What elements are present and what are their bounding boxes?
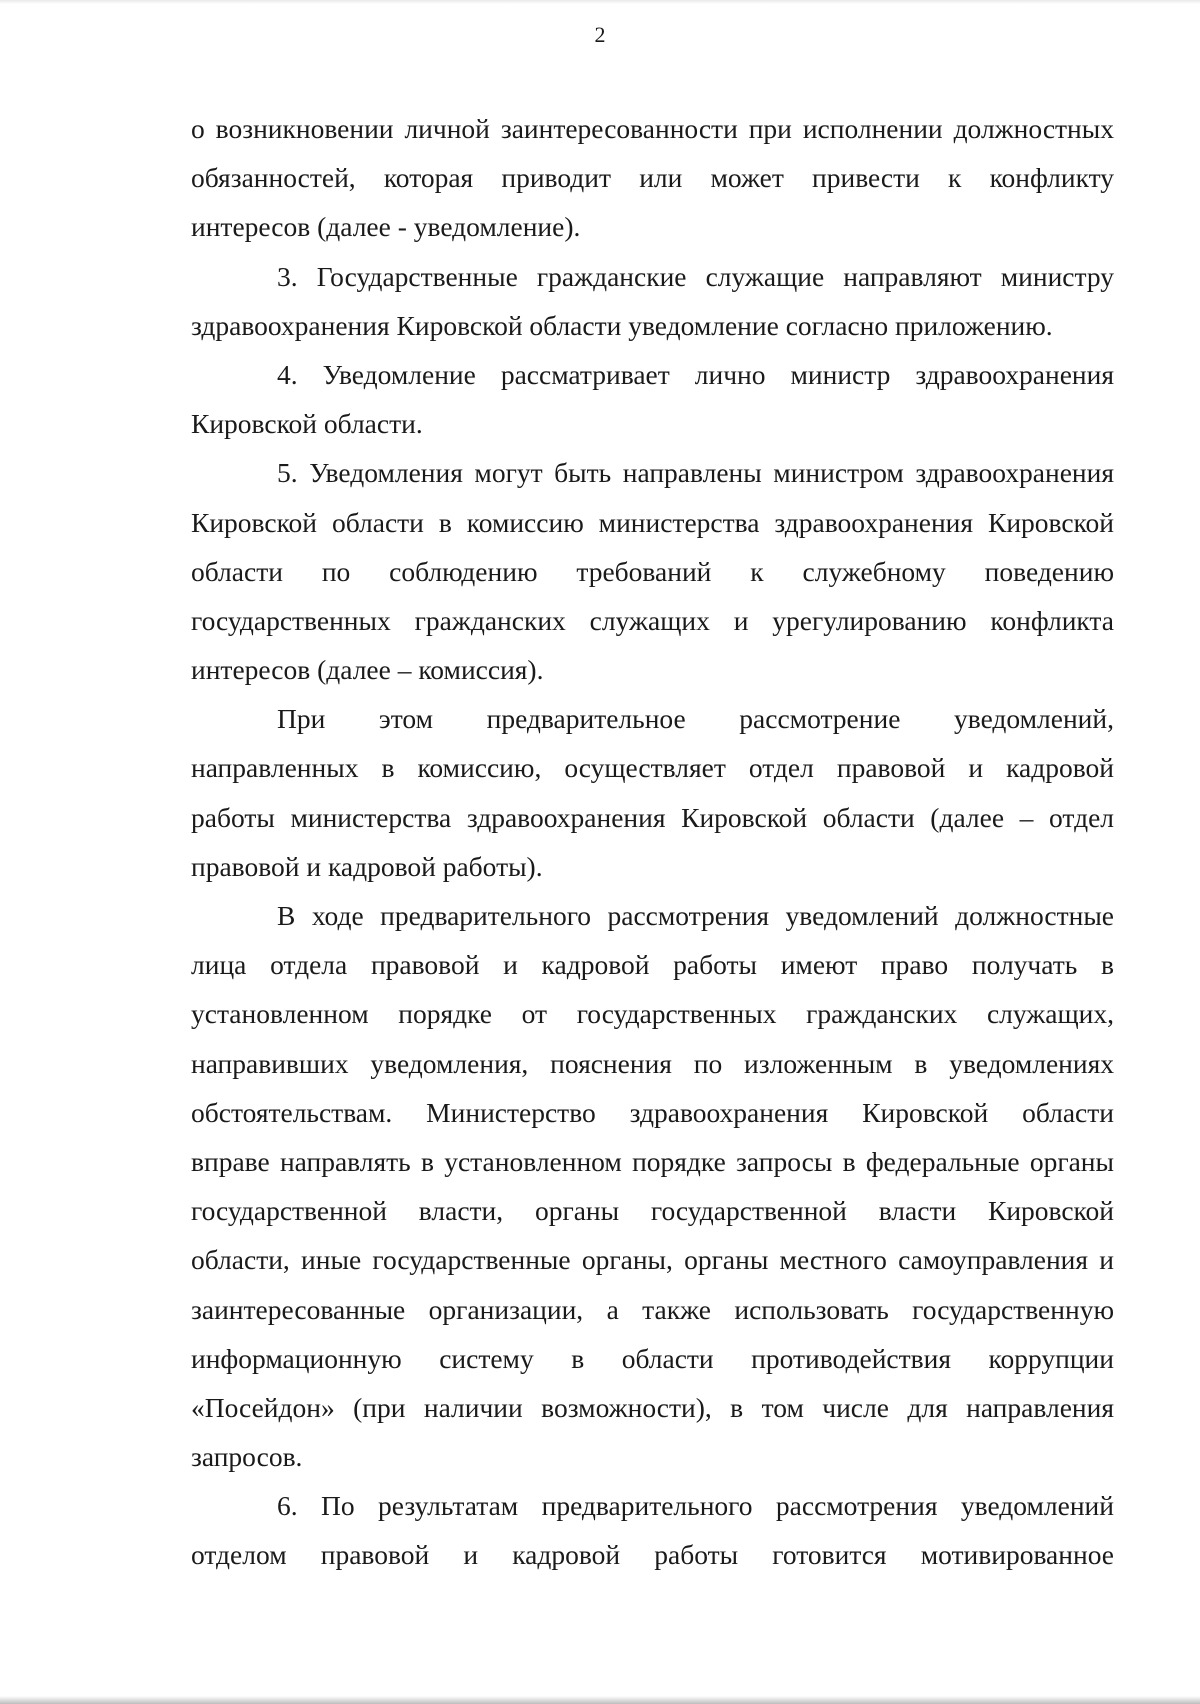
paragraph-item-5 bbox=[191, 448, 1114, 694]
text-line: правовой и кадровой работы). bbox=[191, 850, 543, 882]
page-number: 2 bbox=[594, 22, 606, 47]
text-line: 6. По результатам предварительного рассмотрения уведомлений bbox=[277, 1490, 1114, 1522]
text-line: 4. Уведомление рассматривает лично министр здравоохранения bbox=[277, 358, 1114, 390]
paragraph-item-3 bbox=[191, 252, 1114, 350]
text-line: Кировской области. bbox=[191, 408, 423, 440]
text-line: государственной власти, органы государственной власти Кировской bbox=[191, 1195, 1114, 1227]
text-line: При этом предварительное рассмотрение уведомлений, bbox=[277, 703, 1114, 735]
text-line: информационную систему в области противодействия коррупции bbox=[191, 1342, 1114, 1374]
text-line: запросов. bbox=[191, 1441, 303, 1473]
text-line: работы министерства здравоохранения Кировской области (далее – отдел bbox=[191, 801, 1114, 833]
text-line: отделом правовой и кадровой работы готовится мотивированное bbox=[191, 1539, 1114, 1571]
text-line: «Посейдон» (при наличии возможности), в том числе для направления bbox=[191, 1391, 1114, 1423]
paragraph-continuation bbox=[191, 104, 1114, 252]
text-line: обстоятельствам. Министерство здравоохранения Кировской области bbox=[191, 1096, 1114, 1128]
text-line: Кировской области в комиссию министерства здравоохранения Кировской bbox=[191, 506, 1114, 538]
text-line: В ходе предварительного рассмотрения уведомлений должностные bbox=[277, 900, 1114, 931]
text-line: 5. Уведомления могут быть направлены министром здравоохранения bbox=[277, 457, 1114, 489]
text-line: области по соблюдению требований к служебному поведению bbox=[191, 555, 1114, 587]
scan-bottom-edge bbox=[0, 1696, 1200, 1704]
text-line: направленных в комиссию, осуществляет отдел правовой и кадровой bbox=[191, 752, 1114, 784]
text-line: 3. Государственные гражданские служащие направляют министру bbox=[277, 260, 1114, 292]
paragraph-preliminary-review bbox=[191, 694, 1114, 891]
text-line: интересов (далее – комиссия). bbox=[191, 654, 544, 686]
text-line: вправе направлять в установленном порядке запросы в федеральные органы bbox=[191, 1145, 1114, 1177]
text-line: установленном порядке от государственных гражданских служащих, bbox=[191, 998, 1114, 1030]
paragraph-item-4 bbox=[191, 350, 1114, 448]
text-line: интересов (далее - уведомление). bbox=[191, 211, 581, 243]
text-line: обязанностей, которая приводит или может привести к конфликту bbox=[191, 162, 1114, 194]
scan-top-edge bbox=[0, 0, 1200, 4]
text-line: лица отдела правовой и кадровой работы имеют право получать в bbox=[191, 949, 1114, 981]
text-line: о возникновении личной заинтересованности при исполнении должностных bbox=[191, 113, 1114, 144]
text-line: направивших уведомления, пояснения по изложенным в уведомлениях bbox=[191, 1047, 1114, 1079]
text-line: государственных гражданских служащих и урегулированию конфликта bbox=[191, 604, 1114, 636]
document-body bbox=[191, 104, 1114, 1580]
paragraph-item-6 bbox=[191, 1481, 1114, 1579]
text-line: заинтересованные организации, а также использовать государственную bbox=[191, 1293, 1114, 1325]
paragraph-review-process bbox=[191, 891, 1114, 1481]
text-line: области, иные государственные органы, органы местного самоуправления и bbox=[191, 1244, 1114, 1276]
text-line: здравоохранения Кировской области уведомление согласно приложению. bbox=[191, 309, 1053, 341]
